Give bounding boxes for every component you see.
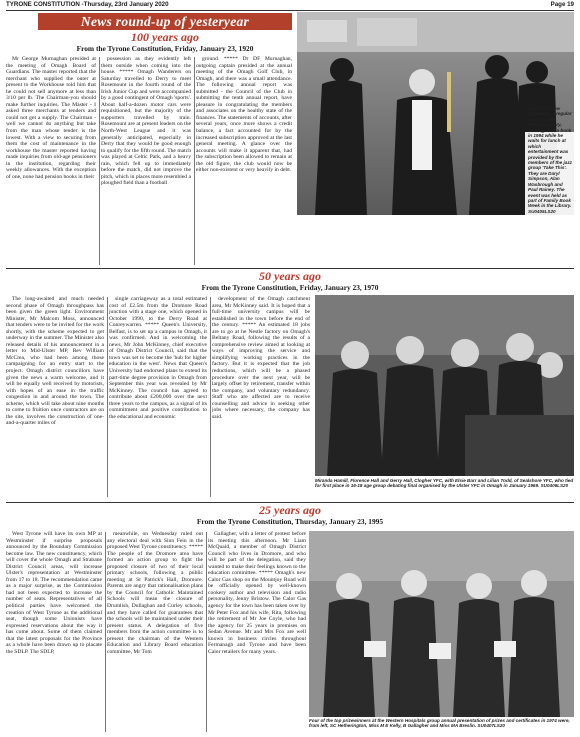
article-column: The long-awaited and much needed second phase of Omagh throughpass has been given the green light. Environment Minister, Mr Malcom Moss, announced that tenders were to be invited for the work shortly, with the scheme expected to get underway in the summer. The Minister also released details of his announcement in a letter to Mid-Ulster MP, Rev William McCrea, who had been among those campaigning for an entry start to the project. Omagh district councillors have given the news a warm welcome, and it will be equally well received by motorists, with hopes of an ease in the traffic congestion in and around the town. The scheme, which will take about nine months to come to fruition once contractors are on the site, involves the construction of one-and-a-quarter miles of <box>6 296 104 427</box>
article-column: meanwhile, on Wednesday ruled out any electoral deal with Sinn Fein in the proposed West Tyrone constituency. ***** The people of the Dromore area have formed an action group to fight the proposed closure of two of their local primary schools, following a public meeting at St Patrick's Hall, Dromore. Parents are angry that rationalisation plans by the Council for Catholic Maintained Schools will mean the closure of Drumlish, Dullaghan and Curley schools, and they have called for guarantees that the schools will be maintained under their present status. A delegation of five members from the action committee is to present the chairman of the Western Education and Library Board education committee, Mr Tom <box>107 531 203 655</box>
photo-caption: Miranda Hamill, Florence Hall and Gerry Hall, Clogher YFC, with Elsie Barr and Lilian Todd, of Sealshore YFC, who tied for first place in 16-18 age group debating final organised by the Ulster YFC in Omagh in January 1969. SU0406LS20 <box>315 478 574 489</box>
section-100-years-heading: 100 years ago <box>131 30 199 44</box>
section-100-years-source: From the Tyrone Constitution, Friday, January 23, 1920 <box>76 44 254 53</box>
column-divider <box>99 57 100 265</box>
article-column: Mr George Murnaghan presided at the meeting of Omagh Board of Guardians. The master reported that the merchant who supplied the outer at present to the Workhouse told him that he could not sell anymore at less than 3/10 per lb. The Chairman-you should make further inquiries. The Master - I asked three merchants at tenders and could not get a supply. The Chairman - well we cannot do anything but take from the man whose tender is the lowest. With a view to securing from them the cost of maintenance in the workhouse the master reported having made inquiries from old-age pensioners in the institution, regarding their weekly allowances. With the exception of one, none had pension books in their <box>6 56 96 180</box>
article-column: ground. ***** Dr DF Murnaghan, outgoing captain presided at the annual meeting of the Omagh Golf Club, in Omagh, and there was a small attendance. The following annual report was submitted - the Council of the Club in submitting the tenth annual report, have pleasure in congratulating the members and associates on the healthy state of the finances. The statements of accounts, after several years, once more shows a credit balance, a fact accounted for by the increased subscription approved at the last general meeting. A glance over the accounts will make it apparent that, had the subscription been allowed to remain at the old figure, the club would now be either non-existent or very heavily in debt. <box>196 56 292 174</box>
column-divider <box>194 57 195 265</box>
column-divider <box>107 297 108 497</box>
page-number: Page 19 <box>550 1 574 8</box>
article-column: possession as they evidently left them outside when coming into the house. ***** Omagh Wanderers on Saturday travelled to Derry to meet Rosemount in the fourth round of the Irish Junior Cup and were accompanied by a good contingent of Omagh 'sports'. About half-a-dozen motor cars were requisitioned, but the majority of the supporters travelled by train. Rosemount are at present leaders on the North-West League and it was generally anticipated, especially in Derry that they would be good enough to qualify for the fifth round. The match was played at Celtic Park, and a heavy rain, which fell up to immediately before the match, did not improve the pitch, which in places more resembled a ploughed field than a football <box>101 56 191 187</box>
article-column: development of the Omagh catchment area, Mr McKinney said. It is hoped that a full-time university campus will be established in the town before the end of the century. ***** An estimated 18 jobs are to go at he Nestle factory on Omagh's Beltany Road, following the results of a comprehensive review aimed at looking at ways of improving the service and simplifying working practices in the factory. But it is expected that the job reductions, which will be a phased procedure over the next year, will be largely offset by retirement, transfer within the company, and voluntary redundancy. Staff who are affected are to receive counselling and advice in seeking other jobs where necessary, the company has said. <box>212 296 310 420</box>
photo-caption: LEFT: Mr Drew McGowan, a regular visitor to the Omagh Library, looking over a book in 1994 while he waits for lunch at which entertainment was provided by the members of the jazz group 'Take This'. They are Daryl Simpson, Alan Wasbrough and Paul Rainey. The event was held as part of Family Book Week in the Library. SU0405LS20 <box>528 106 572 214</box>
article-column: single carriageway as a total estimated cost of £2.5m from the Dromore Road junction with a stage one, which opened in October 1990, to the Derry Road at Conreywarren. ***** Queen's University, Belfast, is to set up a campus in Omagh, it was confirmed. And in welcoming the news, Mr John McKinney, chief executive of Omagh District Council, said that the town was set to become the 'hub for higher education in the west'. News that Queen's University had endorsed plans to extend its part-time degree provision in Omagh from September this year was revealed by Mr McKinney. The council has agreed to contribute about £200,000 over the next three years to the campus, as a signal of its commitment and positive contribution to the educational and economic <box>109 296 207 420</box>
section-50-years-source: From the Tyrone Constitution, Friday, January 23, 1970 <box>201 283 379 292</box>
header-rule <box>6 10 574 11</box>
column-divider <box>206 532 207 732</box>
banner-title: News round-up of yesteryear <box>80 14 250 29</box>
section-banner <box>38 13 292 30</box>
column-divider <box>105 532 106 732</box>
section-25-years-heading: 25 years ago <box>259 503 321 517</box>
column-divider <box>210 297 211 497</box>
article-column: West Tyrone will have its own MP at Westminster if surprise proposals announced by the Boundary Commission become law. The new constituency, which will cover the whole Omagh and Strabane District Council areas, will increase Ulster's representation at Westminster from 17 to 18. The recommendation came as a major surprise, as the Commission had not been expected to increase the number of seats. Representatives of all political parties have welcomed the creation of West Tyrone as the additional seat, though some Unionists have expressed reservations about the way it has come about. Some of them claimed that the latest proposals for the Province as a whole have been drawn up to placate the SDLP. The SDLP, <box>6 531 102 655</box>
section-50-years-heading: 50 years ago <box>259 269 321 283</box>
publication-name: TYRONE CONSTITUTION -Thursday, 23rd January 2020 <box>6 1 169 8</box>
photo-debating-group <box>315 295 574 476</box>
article-column: Gallagher, with a letter of protest before its meeting this afternoon. Mr Liam McQuaid, a member of Omagh District Council who lives in Dromore, and who will be part of the delegation, said they wanted to make their feelings known to the education committee. ***** Omagh's new Calor Gas shop on the Mountjoy Road will be officially opened by well-known cookery author and television and radio personality, Jenny Bristow. The Calor Gas agency for the town has been taken over by Mr Peter Fox and his wife, Rita, following the retirement of Mr Joe Coyle, who had the agency for 25 years in premises on Sedan Avenue. Mr and Mrs Fox are well known in business circles throughout Fermanagh and Tyrone and have been Calor retailers for many years. <box>208 531 306 655</box>
section-25-years-source: From the Tyrone Constitution, Thursday, January 23, 1995 <box>196 517 384 526</box>
photo-prizewinners <box>309 531 574 717</box>
photo-caption: Four of the top prizewinners at the Western Hospitals group annual presentation of prizes and certificates in 1974 were, from left, SC Hetherington, Miss M E Kelly, B Gallagher and Miss MA Breslin. SU0407LS20 <box>309 718 570 729</box>
